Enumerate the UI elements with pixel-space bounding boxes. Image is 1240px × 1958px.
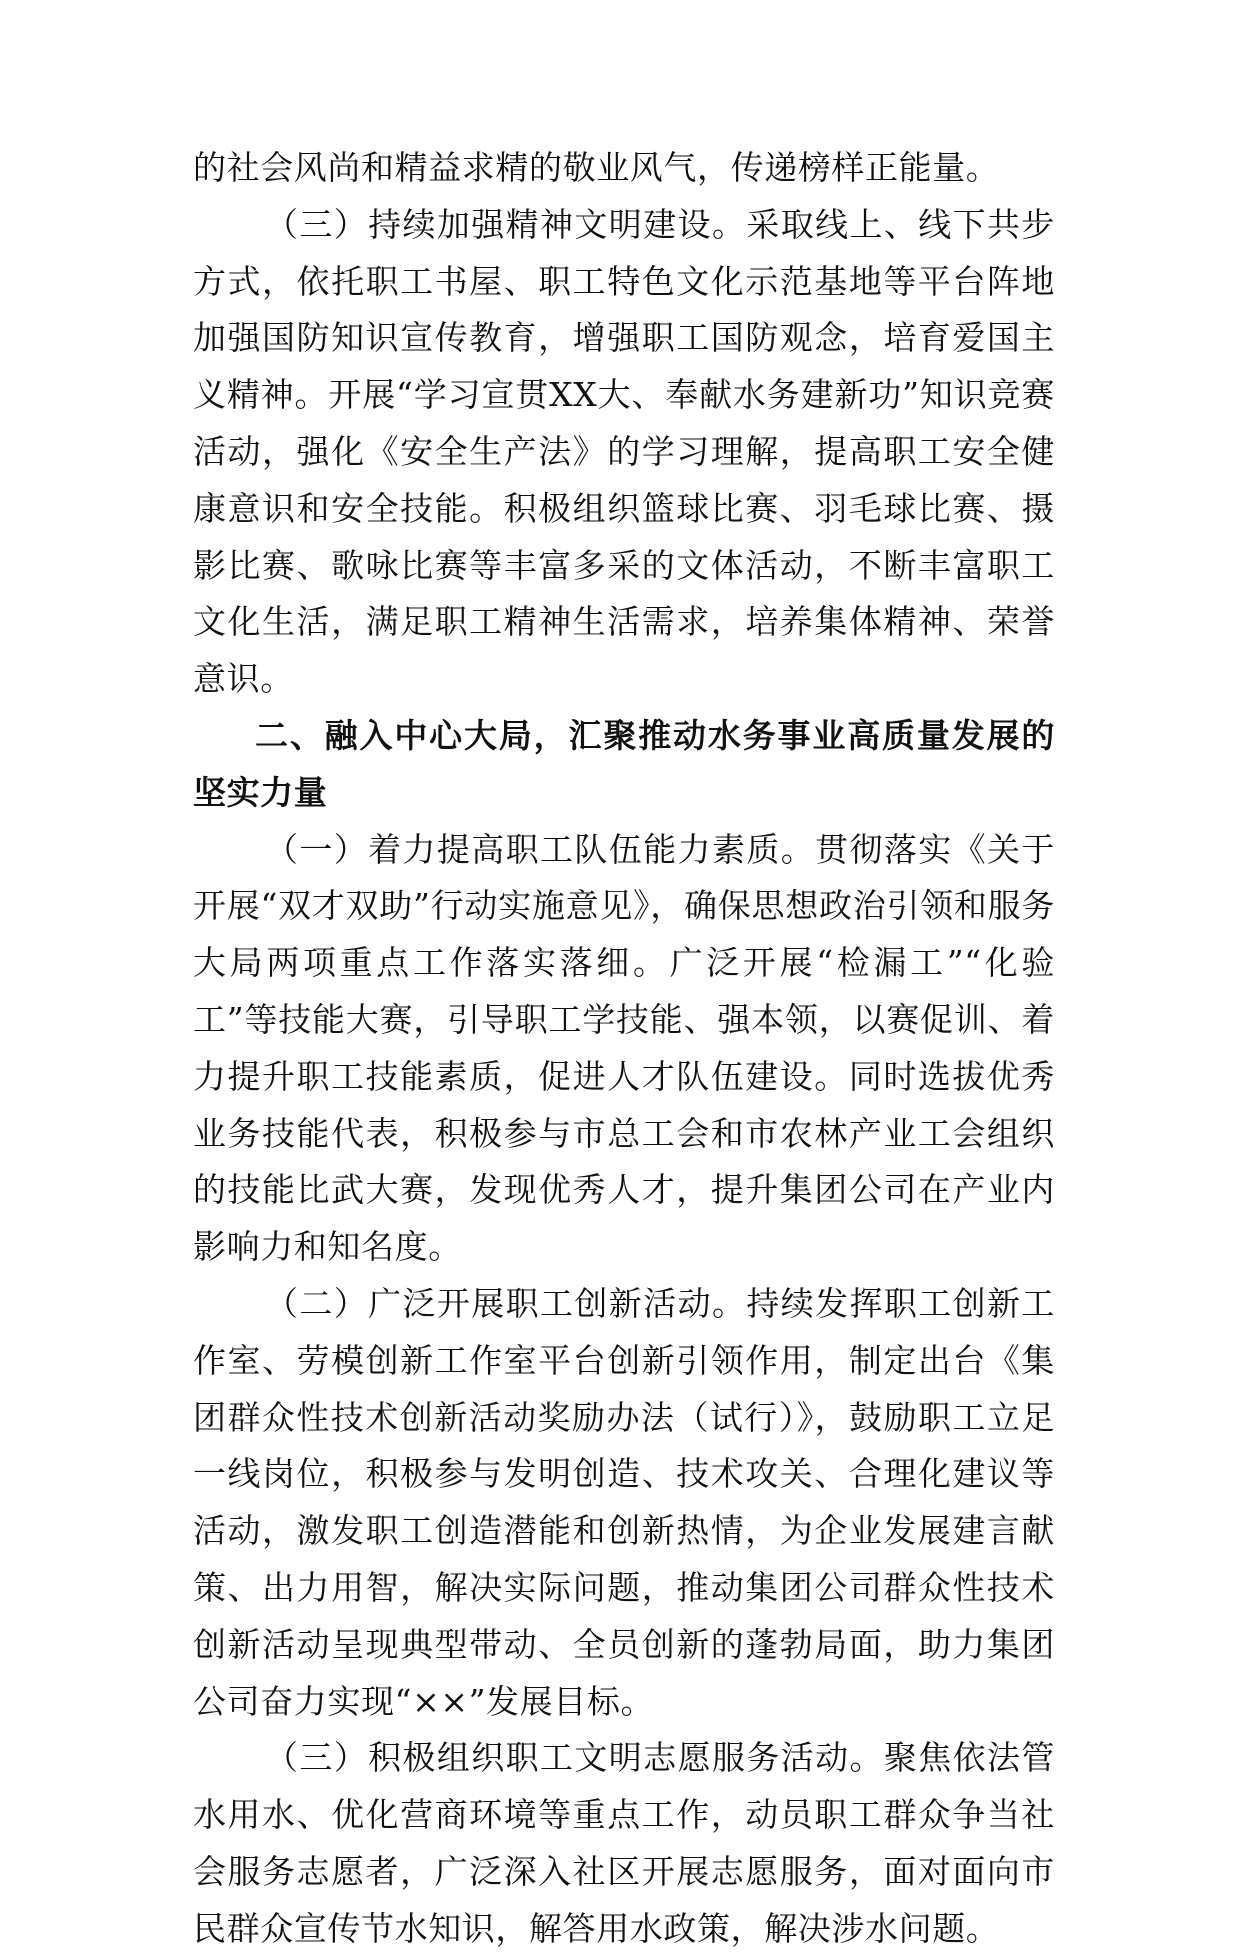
continuation-paragraph: 的社会风尚和精益求精的敬业风气，传递榜样正能量。	[193, 148, 1000, 187]
paragraph-innovation-activities: （二）广泛开展职工创新活动。持续发挥职工创新工作室、劳模创新工作室平台创新引领作用，制定出台《集团群众性技术创新活动奖励办法（试行）》，鼓励职工立足一线岗位，积极参与发明创造、技术攻关、合理化建议等活动，激发职工创造潜能和创新热情，为企业发展建言献策、出力用智，解决实际问题，推动集团公司群众性技术创新活动呈现典型带动、全员创新的蓬勃局面，助力集团公司奋力实现“××”发展目标。	[193, 1283, 1055, 1721]
paragraph-volunteer-service: （三）积极组织职工文明志愿服务活动。聚焦依法管水用水、优化营商环境等重点工作，动员职工群众争当社会服务志愿者，广泛深入社区开展志愿服务，面对面向市民群众宣传节水知识，解答用水政策，解决涉水问题。	[193, 1738, 1055, 1948]
section-heading-two: 二、融入中心大局，汇聚推动水务事业高质量发展的坚实力量	[193, 715, 1055, 812]
paragraph-workforce-quality: （一）着力提高职工队伍能力素质。贯彻落实《关于开展“双才双助”行动实施意见》，确保思想政治引领和服务大局两项重点工作落实落细。广泛开展“检漏工”“化验工”等技能大赛，引导职工学技能、强本领，以赛促训、着力提升职工技能素质，促进人才队伍建设。同时选拔优秀业务技能代表，积极参与市总工会和市农林产业工会组织的技能比武大赛，发现优秀人才，提升集团公司在产业内影响力和知名度。	[193, 829, 1055, 1267]
document-body	[193, 140, 1055, 1958]
paragraph-spiritual-civilization: （三）持续加强精神文明建设。采取线上、线下共步方式，依托职工书屋、职工特色文化示范基地等平台阵地加强国防知识宣传教育，增强职工国防观念，培育爱国主义精神。开展“学习宣贯XX大、奉献水务建新功”知识竞赛活动，强化《安全生产法》的学习理解，提高职工安全健康意识和安全技能。积极组织篮球比赛、羽毛球比赛、摄影比赛、歌咏比赛等丰富多采的文体活动，不断丰富职工文化生活，满足职工精神生活需求，培养集体精神、荣誉意识。	[193, 204, 1055, 699]
